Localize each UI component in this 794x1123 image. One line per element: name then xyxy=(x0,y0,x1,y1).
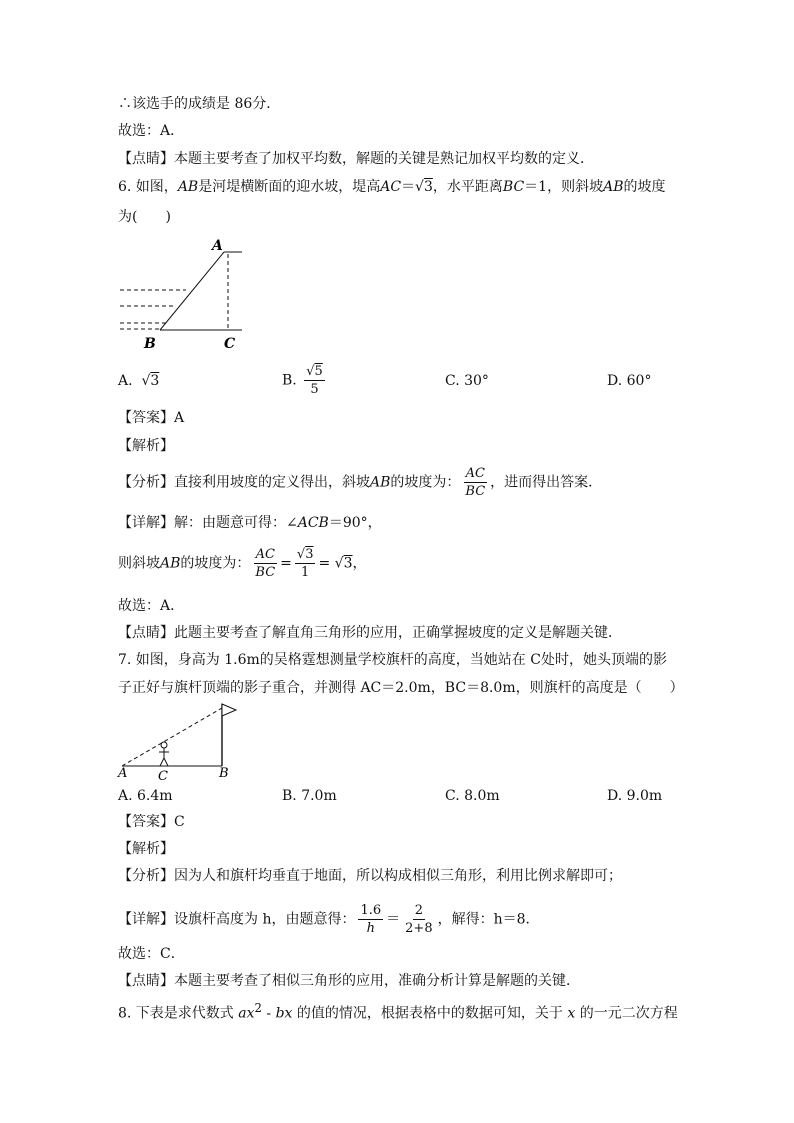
label-a: A xyxy=(118,766,128,781)
person-leg-left xyxy=(160,758,164,766)
sqrt-symbol: √ xyxy=(296,547,306,562)
q6-option-b: B. $\frac{√5}{5}$ xyxy=(282,364,323,397)
label-b: B xyxy=(144,336,156,352)
q5-choose: 故选：A． xyxy=(118,123,185,139)
q6-fenxi: 【分析】直接利用坡度的定义得出，斜坡AB的坡度为： $\frac{AC}{BC}$ ，进而得出答案． xyxy=(118,466,603,499)
q7-option-d: D. 9.0m xyxy=(607,788,663,804)
q7-fenxi: 【分析】因为人和旗杆均垂直于地面，所以构成相似三角形，利用比例求解即可； xyxy=(118,868,622,884)
q7-choose: 故选：C． xyxy=(118,946,185,962)
q7-stem-line2: 子正好与旗杆顶端的影子重合，并测得 AC＝2.0m，BC＝8.0m，则旗杆的高度是（ ） xyxy=(118,680,684,696)
q6-detail: 【详解】解：由题意可得：∠ACB＝90°， xyxy=(118,515,382,531)
q6-figure xyxy=(114,234,254,354)
q6-slope: 则斜坡AB的坡度为： $\frac{AC}{BC}$ = $\frac{√3}{1}$ = √3， xyxy=(118,547,367,580)
q7-option-b: B. 7.0m xyxy=(282,788,337,804)
q5-conclusion: ∴该选手的成绩是 86分． xyxy=(118,96,281,112)
shadow-line xyxy=(122,708,222,766)
q6-stem-line2: 为( ) xyxy=(118,209,171,225)
q6-option-d: D. 60° xyxy=(607,373,652,389)
sqrt-symbol: √ xyxy=(334,555,344,572)
q6-answer: 【答案】A xyxy=(118,410,185,426)
sqrt-symbol: √ xyxy=(306,364,315,379)
q6-analysis: 【解析】 xyxy=(118,438,174,454)
q7-option-c: C. 8.0m xyxy=(445,788,500,804)
flag-icon xyxy=(222,704,236,716)
q7-answer: 【答案】C xyxy=(118,814,185,830)
slope-line-ab xyxy=(160,252,224,330)
label-b: B xyxy=(219,766,229,781)
person-head xyxy=(161,742,167,748)
q6-stem: 6. 如图，AB是河堤横断面的迎水坡，堤高AC＝√3，水平距离BC＝1，则斜坡AB的坡度 xyxy=(118,179,666,195)
sqrt-symbol: √ xyxy=(141,373,151,389)
q5-tip: 【点睛】本题主要考查了加权平均数，解题的关键是熟记加权平均数的定义． xyxy=(118,151,594,167)
q8-stem: 8. 下表是求代数式 $ax^2$ - bx 的值的情况，根据表格中的数据可知，关于 x 的一元二次方程 xyxy=(118,1001,678,1022)
q7-figure xyxy=(114,700,254,784)
q6-tip: 【点睛】此题主要考查了解直角三角形的应用，正确掌握坡度的定义是解题关键． xyxy=(118,625,622,641)
q6-choose: 故选：A． xyxy=(118,598,185,614)
label-a: A xyxy=(212,238,223,254)
q7-tip: 【点睛】本题主要考查了相似三角形的应用，准确分析计算是解题的关键． xyxy=(118,973,580,989)
q7-option-a: A. 6.4m xyxy=(118,788,173,804)
q6-option-c: C. 30° xyxy=(445,373,489,389)
person-leg-right xyxy=(164,758,168,766)
q7-stem-line1: 7. 如图，身高为 1.6m的吴格霆想测量学校旗杆的高度，当她站在 C处时，她头顶端的影 xyxy=(118,652,667,668)
q6-option-a: A. √3 xyxy=(118,373,160,389)
q7-analysis: 【解析】 xyxy=(118,841,174,857)
label-c: C xyxy=(224,336,236,352)
q7-detail: 【详解】设旗杆高度为 h，由题意得： $\frac{1.6}{h}$ ＝ $\frac{2}{2+8}$ ，解得：h＝8． xyxy=(118,903,540,936)
label-c: C xyxy=(158,769,168,784)
sqrt-symbol: √ xyxy=(415,179,424,195)
